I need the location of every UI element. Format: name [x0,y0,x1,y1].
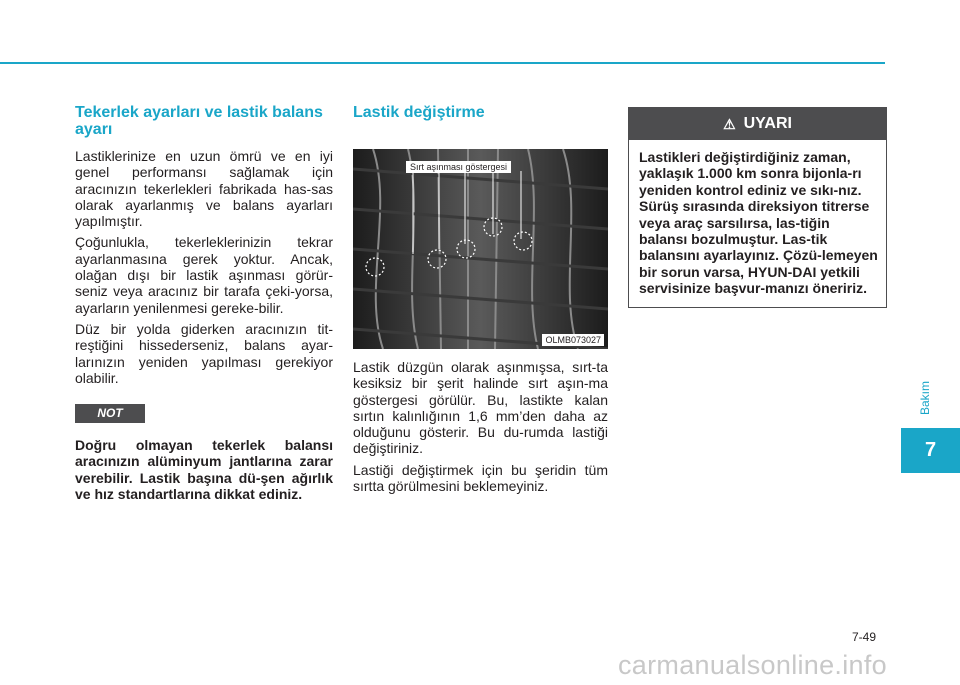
chapter-number-tab: 7 [901,428,960,473]
section-heading-tire-replacement: Lastik değiştirme [353,104,485,121]
column-wheel-alignment [75,104,333,507]
tire-tread-illustration [353,149,608,349]
tread-wear-indicator-figure [353,149,608,349]
paragraph: Düz bir yolda giderken aracınızın tit-reştiğini hissederseniz, balans ayar-larınızın yeniden yapılması gerekiyor olabilir. [75,320,333,386]
section-heading-wheel-alignment: Tekerlek ayarları ve lastik balans ayarı [75,104,323,138]
watermark: carmanualsonline.info [618,650,887,680]
column-warning [628,107,885,308]
column-tire-replacement [353,104,608,499]
note-text: Doğru olmayan tekerlek balansı aracınızın alüminyum jantlarına zarar verebilir. Lastik başına dü-şen ağırlık ve hız standartlarına dikkat ediniz. [75,437,333,503]
note-badge: NOT [75,404,145,423]
chapter-side-label: Bakım [918,381,932,416]
top-rule [0,62,885,64]
warning-triangle-icon: ⚠ [723,115,736,132]
paragraph: Çoğunlukla, tekerleklerinizin tekrar ayarlanmasına gerek yoktur. Ancak, olağan dışı bir lastik aşınması görür-seniz veya aracınız bir tarafa çeki-yorsa, ayarların yenilenmesi gereke-bilir. [75,234,333,316]
warning-title: UYARI [743,115,792,132]
page-number: 7-49 [852,630,877,644]
paragraph: Lastiklerinize en uzun ömrü ve en iyi genel performansı sağlamak için aracınızın tekerlekleri fabrikada has-sas olarak ayarlanmış ve balans ayarları yapılmıştır. [75,148,333,230]
paragraph: Lastik düzgün olarak aşınmışsa, sırt-ta kesiksiz bir şerit halinde sırt aşın-ma göstergesi görülür. Bu, lastikte kalan sırtın kalınlığının 1,6 mm’den daha az olduğunu gösterir. Bu du-rumda lastiği değiştiriniz. [353,359,608,457]
paragraph: Lastiği değiştirmek için bu şeridin tüm sırtta görülmesini beklemeyiniz. [353,461,608,495]
figure-code: OLMB073027 [542,334,604,346]
figure-callout-label: Sırt aşınması göstergesi [406,161,511,173]
warning-header [629,108,886,140]
warning-box [628,107,887,308]
warning-text: Lastikleri değiştirdiğiniz zaman, yaklaşık 1.000 km sonra bijonla-rı yeniden kontrol ediniz ve sıkı-nız. Sürüş sırasında direksiyon titrerse veya araç sarsılırsa, las-tiğin balansı bozulmuştur. Las-tik balansını ayarlayınız. Çözü-lemeyen bir sorun varsa, HYUN-DAI yetkili servisinize başvur-manızı öneririz. [639,149,878,297]
